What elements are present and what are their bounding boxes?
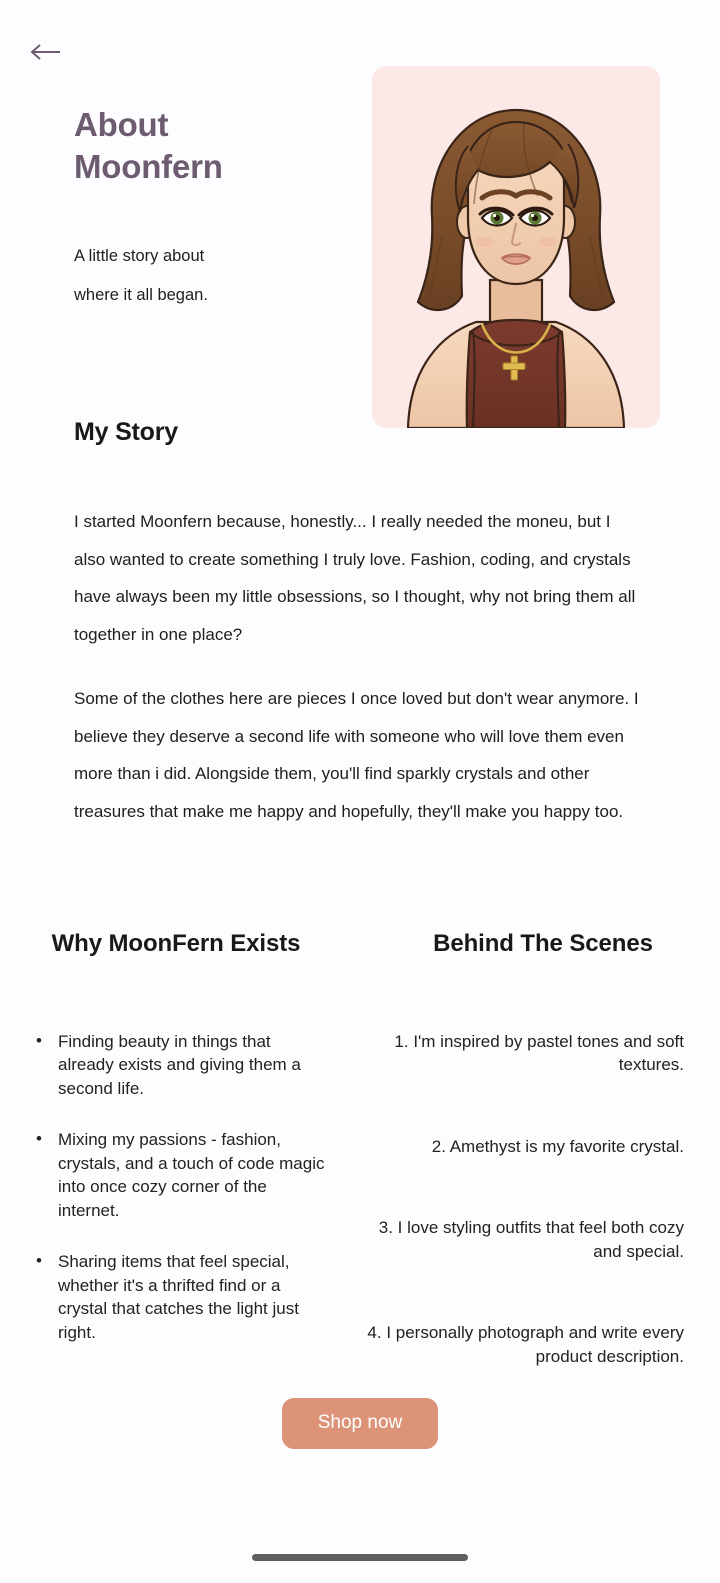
page-subtitle [74,237,344,315]
hero-text-block [74,104,344,315]
info-columns [0,930,720,1426]
story-body [74,503,646,831]
behind-section-heading: Behind The Scenes [433,930,653,957]
page-title [74,104,344,187]
list-item: • Mixing my passions - fashion, crystals, and a touch of code magic into once cozy corner of the internet. [36,1128,326,1222]
story-paragraph: Some of the clothes here are pieces I once loved but don't wear anymore. I believe they deserve a second life with someone who will love them even more than i did. Alongside them, you'll find sparkly crystals and other treasures that make me happy and hopefully, they'll make you happy too. [74,688,639,822]
shop-now-button[interactable]: Shop now [282,1398,439,1449]
behind-numbered-list [360,1030,720,1368]
arrow-left-icon [30,43,64,61]
list-item: 3. I love styling outfits that feel both cozy and special. [378,1218,684,1261]
story-section [74,418,646,831]
behind-the-scenes-column [360,930,720,1426]
why-moonfern-exists-column [0,930,360,1426]
page-title-line-2: Moonfern [74,147,223,185]
page-subtitle-line-2: where it all began. [74,285,208,304]
why-section-heading: Why MoonFern Exists [51,930,301,957]
page-title-line-1: About [74,106,169,143]
list-item: 4. I personally photograph and write every product description. [367,1323,684,1366]
hero-section [0,60,720,435]
portrait-card [372,66,660,428]
list-item: • Finding beauty in things that already exists and giving them a second life. [36,1030,326,1100]
home-indicator[interactable] [252,1554,468,1561]
list-item: 2. Amethyst is my favorite crystal. [431,1136,684,1156]
story-heading: My Story [74,418,178,446]
story-paragraph: I started Moonfern because, honestly... I really needed the moneu, but I also wanted to create something I truly love. Fashion, coding, and crystals have always been my little obsessions, so I thought, why not bring them all together in one place? [74,512,636,645]
page-subtitle-line-1: A little story about [74,247,205,266]
list-item: • Sharing items that feel special, whether it's a thrifted find or a crystal that catches the light just right. [36,1250,326,1344]
cta-container [0,1398,720,1449]
portrait-illustration [372,66,660,428]
why-bullet-list [0,1030,360,1344]
list-item: 1. I'm inspired by pastel tones and soft textures. [394,1032,684,1075]
